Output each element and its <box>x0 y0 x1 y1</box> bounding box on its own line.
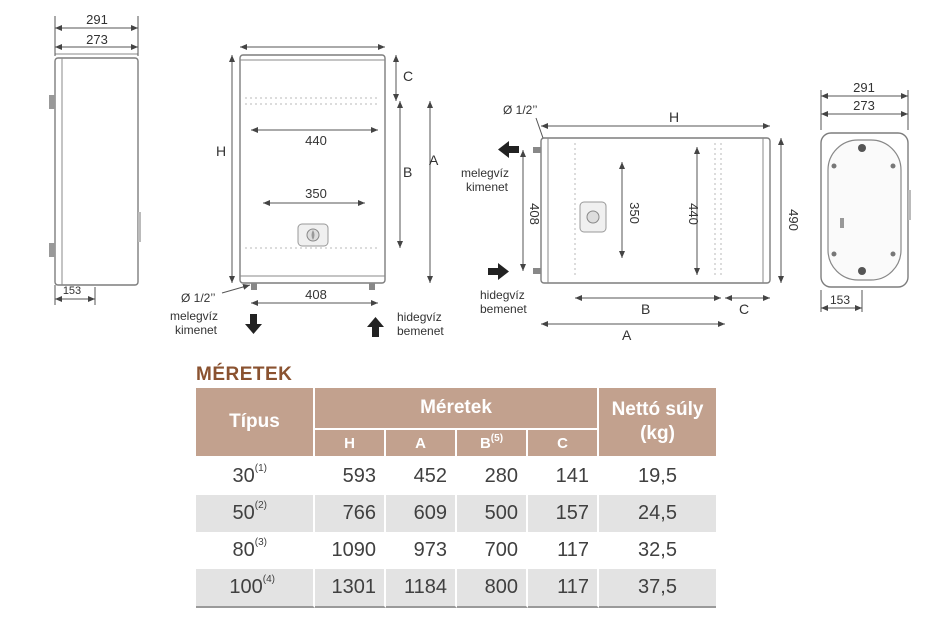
horizontal-control-panel-icon <box>580 202 606 232</box>
col-b-header: $B^{(5)}$ <box>457 430 528 458</box>
weight-cell: 32,5 <box>638 539 677 561</box>
side-depth-label: 153 <box>62 285 82 297</box>
side-width-inner-label: 273 <box>86 32 108 47</box>
front-cold-in-label-1: hidegvíz <box>397 310 442 324</box>
a-cell: 973 <box>386 532 457 569</box>
h-cell: 1090 <box>315 532 386 569</box>
horizontal-h-label: H <box>669 109 680 125</box>
horizontal-hot-out-arrow-icon <box>498 141 519 158</box>
front-350-label: 350 <box>305 186 327 201</box>
table-row <box>196 532 716 569</box>
front-440-label: 440 <box>305 133 327 148</box>
horizontal-408-label: 408 <box>527 203 542 225</box>
type-cell: 100$^{(4)}$ <box>196 569 315 608</box>
c-cell: 117 <box>528 532 599 569</box>
horizontal-350-label: 350 <box>627 202 642 224</box>
a-cell: 609 <box>386 495 457 532</box>
col-dimensions-header: Méretek <box>315 388 599 430</box>
horizontal-hot-out-label-1: melegvíz <box>461 166 510 180</box>
section-title: MÉRETEK <box>196 364 293 385</box>
h-cell: 1301 <box>315 569 386 608</box>
col-c-header: C <box>528 430 599 458</box>
end-view-drawing <box>821 80 911 312</box>
table-row <box>196 495 716 532</box>
dimensions-table <box>196 388 716 608</box>
cold-water-in-arrow-icon <box>367 317 384 337</box>
b-cell: 800 <box>457 569 528 608</box>
c-cell: 141 <box>528 458 599 495</box>
h-cell: 766 <box>315 495 386 532</box>
b-cell: 700 <box>457 532 528 569</box>
col-a-header: A <box>386 430 457 458</box>
weight-cell: 37,5 <box>599 569 716 608</box>
end-depth-label: 153 <box>829 293 851 307</box>
c-cell: 157 <box>528 495 599 532</box>
table-row <box>196 458 716 495</box>
col-h-header: H <box>315 430 386 458</box>
type-cell: 80$^{(3)}$ <box>196 532 315 569</box>
front-a-label: A <box>429 152 439 168</box>
end-width-inner-label: 273 <box>853 98 875 113</box>
col-type-header: Típus <box>196 388 315 458</box>
c-cell: 117 <box>528 569 599 608</box>
horizontal-440-label: 440 <box>686 203 701 225</box>
horizontal-b-label: B <box>641 301 651 317</box>
front-hot-out-label-2: kimenet <box>175 323 218 337</box>
horizontal-view-drawing <box>461 103 801 343</box>
end-width-outer-label: 291 <box>853 80 875 95</box>
table-row <box>196 569 716 608</box>
front-h-label: H <box>216 143 227 159</box>
front-pipe-label: Ø 1/2’’ <box>181 291 216 305</box>
front-c-label: C <box>403 68 414 84</box>
front-b-label: B <box>403 164 413 180</box>
weight-cell: 19,5 <box>638 465 677 487</box>
table-body <box>196 458 716 608</box>
weight-cell: 24,5 <box>599 495 716 532</box>
horizontal-490-label: 490 <box>786 209 801 231</box>
front-hot-out-label-1: melegvíz <box>170 309 219 323</box>
horizontal-pipe-label: Ø 1/2’’ <box>503 103 538 117</box>
horizontal-cold-in-label-2: bemenet <box>480 302 527 316</box>
type-cell: 50$^{(2)}$ <box>196 495 315 532</box>
horizontal-a-label: A <box>622 327 632 343</box>
horizontal-c-label: C <box>739 301 750 317</box>
h-cell: 593 <box>315 458 386 495</box>
front-control-panel-icon <box>298 224 328 246</box>
hot-water-out-arrow-icon <box>245 314 262 334</box>
a-cell: 1184 <box>386 569 457 608</box>
type-cell: 30$^{(1)}$ <box>196 458 315 495</box>
front-cold-in-label-2: bemenet <box>397 324 444 338</box>
b-cell: 280 <box>457 458 528 495</box>
a-cell: 452 <box>386 458 457 495</box>
side-width-outer-label: 291 <box>86 12 108 27</box>
horizontal-cold-in-label-1: hidegvíz <box>480 288 525 302</box>
horizontal-hot-out-label-2: kimenet <box>466 180 509 194</box>
front-408-label: 408 <box>305 287 327 302</box>
col-weight-header: Nettó súly (kg) <box>599 388 716 458</box>
horizontal-cold-in-arrow-icon <box>488 263 509 280</box>
front-view-drawing <box>170 47 444 338</box>
side-view-drawing <box>49 12 141 305</box>
b-cell: 500 <box>457 495 528 532</box>
